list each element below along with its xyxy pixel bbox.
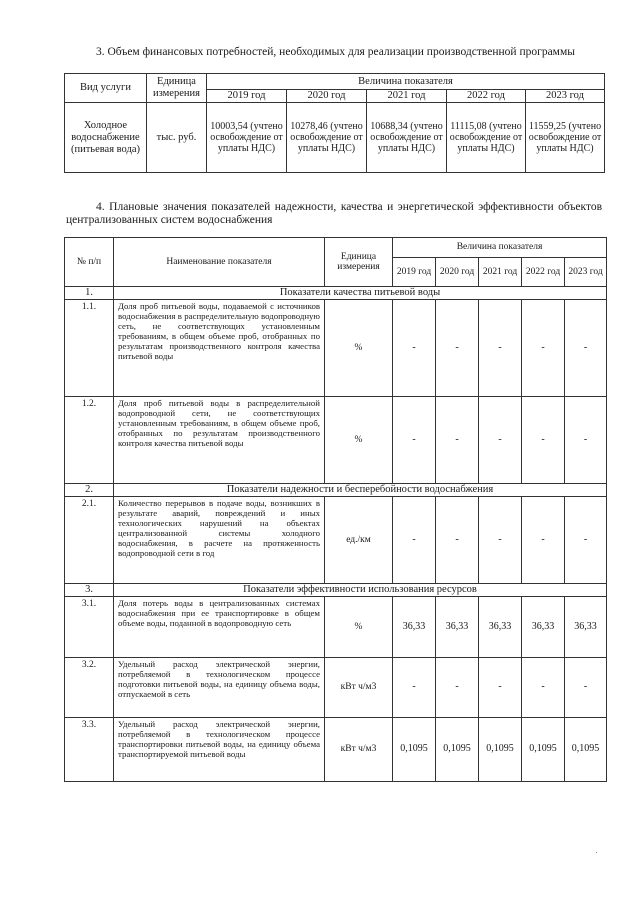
header-name: Наименование показателя [114, 238, 325, 287]
value-cell: 11559,25 (учтено освобождение от уплаты НДС) [526, 103, 605, 173]
row-number: 1.1. [65, 300, 114, 397]
section-title: Показатели надежности и бесперебойности водоснабжения [114, 484, 607, 497]
indicator-unit: % [325, 397, 393, 484]
indicator-name: Доля проб питьевой воды в распределительной водопроводной сети, не соответствующих установленным требованиям, в общем объеме проб, отобранных по результатам производственного контроля качества питьевой воды [114, 397, 325, 484]
section-number: 2. [65, 484, 114, 497]
indicator-name: Доля проб питьевой воды, подаваемой с источников водоснабжения в распределительную водопроводную сеть, не соответствующих установленным требованиям, в общем объеме проб, отобранных по результатам производственного контроля качества питьевой воды [114, 300, 325, 397]
value-cell: 10003,54 (учтено освобождение от уплаты НДС) [207, 103, 287, 173]
indicator-value: - [565, 397, 607, 484]
row-number: 3.3. [65, 718, 114, 782]
indicator-value: - [393, 658, 436, 718]
year-header: 2023 год [526, 90, 605, 103]
year-header: 2022 год [447, 90, 526, 103]
indicator-value: - [393, 300, 436, 397]
indicator-value: - [522, 497, 565, 584]
indicator-value: 0,1095 [479, 718, 522, 782]
indicator-unit: % [325, 300, 393, 397]
indicator-name: Количество перерывов в подаче воды, возникших в результате аварий, повреждений и иных технологических нарушений на объектах централизованной системы холодного водоснабжения, в расчете на протяженность водопроводной сети в год [114, 497, 325, 584]
indicator-value: 0,1095 [522, 718, 565, 782]
indicator-value: - [522, 397, 565, 484]
value-cell: 11115,08 (учтено освобождение от уплаты НДС) [447, 103, 526, 173]
section-3-heading: 3. Объем финансовых потребностей, необходимых для реализации производственной программы [96, 46, 575, 58]
section-4-heading: 4. Плановые значения показателей надежности, качества и энергетической эффективности объектов централизованных систем водоснабжения [66, 201, 602, 226]
header-unit: Единица измерения [147, 74, 207, 103]
indicator-unit: кВт ч/м3 [325, 718, 393, 782]
section-title: Показатели эффективности использования ресурсов [114, 584, 607, 597]
header-service: Вид услуги [65, 74, 147, 103]
indicator-value: 36,33 [479, 597, 522, 658]
service-unit: тыс. руб. [147, 103, 207, 173]
financial-needs-table [64, 73, 605, 173]
year-header: 2021 год [479, 258, 522, 287]
indicator-value: - [436, 397, 479, 484]
indicator-value: 36,33 [522, 597, 565, 658]
header-value: Величина показателя [207, 74, 605, 90]
indicator-value: - [393, 397, 436, 484]
indicator-value: - [393, 497, 436, 584]
value-cell: 10278,46 (учтено освобождение от уплаты НДС) [287, 103, 367, 173]
row-number: 3.1. [65, 597, 114, 658]
indicator-name: Доля потерь воды в централизованных системах водоснабжения при ее транспортировке в общем объеме воды, поданной в водопроводную сеть [114, 597, 325, 658]
indicator-value: 0,1095 [436, 718, 479, 782]
year-header: 2020 год [436, 258, 479, 287]
year-header: 2019 год [393, 258, 436, 287]
scan-speck [596, 852, 597, 853]
indicator-value: - [436, 658, 479, 718]
indicator-value: - [565, 497, 607, 584]
row-number: 3.2. [65, 658, 114, 718]
year-header: 2021 год [367, 90, 447, 103]
section-number: 1. [65, 287, 114, 300]
header-value: Величина показателя [393, 238, 607, 258]
indicator-value: - [565, 300, 607, 397]
indicator-value: 36,33 [393, 597, 436, 658]
indicator-value: 0,1095 [393, 718, 436, 782]
indicator-value: - [436, 497, 479, 584]
year-header: 2022 год [522, 258, 565, 287]
indicator-name: Удельный расход электрической энергии, потребляемой в технологическом процессе подготовки питьевой воды, на единицу объема воды, отпускаемой в сеть [114, 658, 325, 718]
value-cell: 10688,34 (учтено освобождение от уплаты НДС) [367, 103, 447, 173]
indicator-unit: кВт ч/м3 [325, 658, 393, 718]
indicator-value: 36,33 [436, 597, 479, 658]
header-unit: Единица измерения [325, 238, 393, 287]
row-number: 1.2. [65, 397, 114, 484]
year-header: 2020 год [287, 90, 367, 103]
indicator-value: - [479, 658, 522, 718]
indicator-value: - [522, 658, 565, 718]
section-number: 3. [65, 584, 114, 597]
service-name: Холодное водоснабжение (питьевая вода) [65, 103, 147, 173]
indicator-value: - [522, 300, 565, 397]
indicator-value: - [479, 300, 522, 397]
indicator-value: 0,1095 [565, 718, 607, 782]
indicator-unit: % [325, 597, 393, 658]
indicator-value: - [565, 658, 607, 718]
indicator-unit: ед./км [325, 497, 393, 584]
year-header: 2019 год [207, 90, 287, 103]
indicator-value: - [436, 300, 479, 397]
indicator-value: 36,33 [565, 597, 607, 658]
year-header: 2023 год [565, 258, 607, 287]
indicator-value: - [479, 397, 522, 484]
indicator-name: Удельный расход электрической энергии, потребляемой в технологическом процессе транспортировки питьевой воды, на единицу объема транспортируемой питьевой воды [114, 718, 325, 782]
header-num: № п/п [65, 238, 114, 287]
indicators-table [64, 237, 607, 782]
row-number: 2.1. [65, 497, 114, 584]
indicator-value: - [479, 497, 522, 584]
section-title: Показатели качества питьевой воды [114, 287, 607, 300]
